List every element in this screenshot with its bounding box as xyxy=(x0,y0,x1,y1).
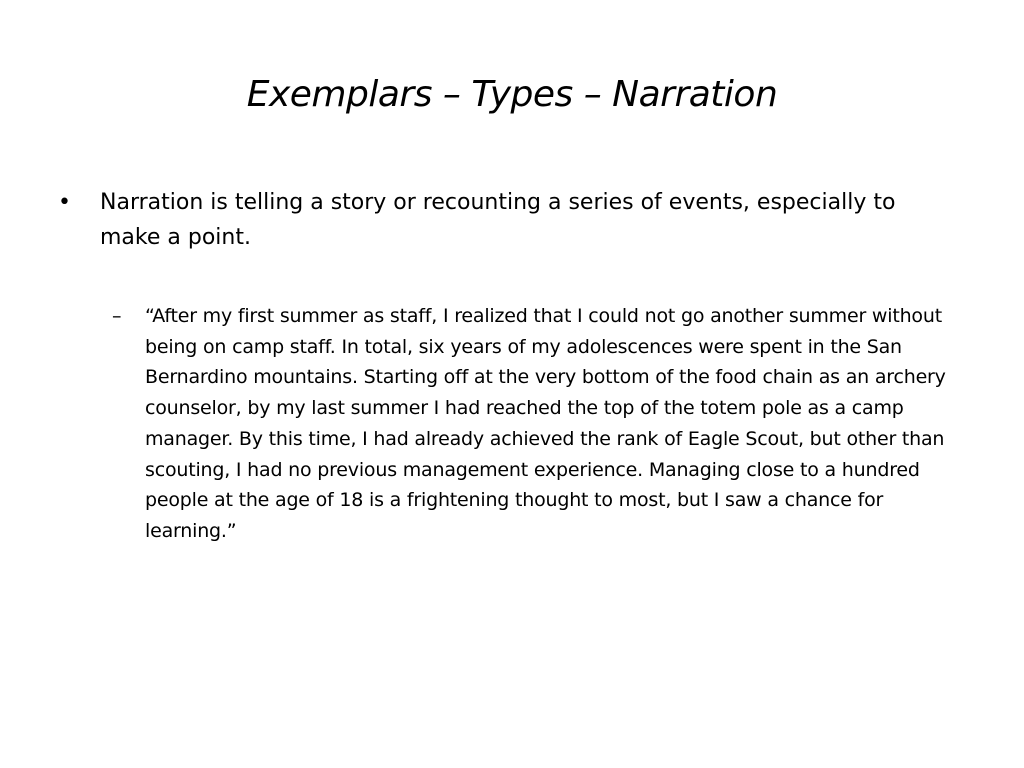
sub-bullet-item xyxy=(112,301,974,547)
bullet-text: Narration is telling a story or recounting a series of events, especially to make a point. xyxy=(100,190,896,250)
bullet-item xyxy=(58,185,958,255)
slide-title: Exemplars – Types – Narration xyxy=(246,74,778,115)
bullet-marker: • xyxy=(58,190,71,215)
sub-bullet-marker: – xyxy=(112,305,122,327)
quote-text: “After my first summer as staff, I realized that I could not go another summer without being on camp staff. In total, six years of my adolescences were spent in the San Bernardino mountains. Starting off at the very bottom of the food chain as an archery counselor, by my last summer I had reached the top of the totem pole as a camp manager. By this time, I had already achieved the rank of Eagle Scout, but other than scouting, I had no previous management experience. Managing close to a hundred people at the age of 18 is a frightening thought to most, but I saw a chance for learning.” xyxy=(145,305,946,542)
